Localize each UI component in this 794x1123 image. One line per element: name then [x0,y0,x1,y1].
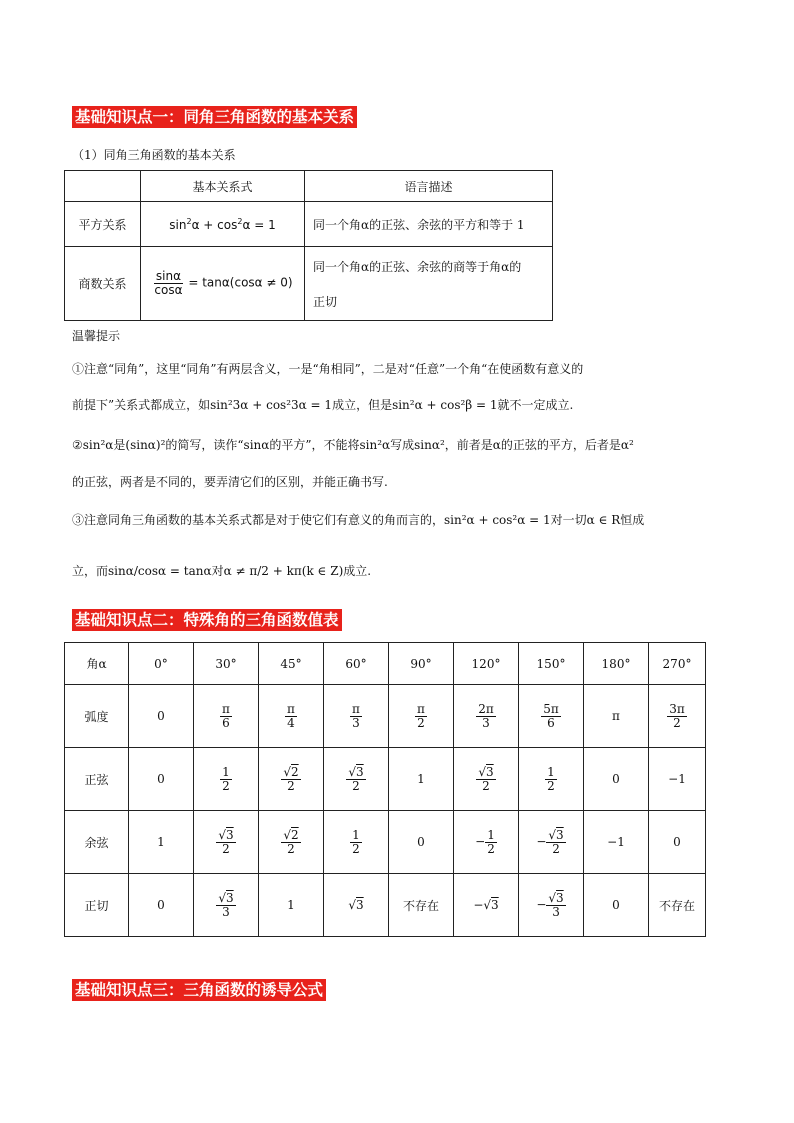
sine-value: $\frac{√2}{2}$ [259,748,324,811]
square-desc: 同一个角α的正弦、余弦的平方和等于 1 [305,202,553,247]
section2-title: 基础知识点二：特殊角的三角函数值表 [72,609,342,631]
cosine-value: $\frac{√2}{2}$ [259,811,324,874]
cosine-value: −1 [584,811,649,874]
quotient-num: sinα [155,269,182,284]
radian-value: $\frac{2\pi}{3}$ [454,685,519,748]
row-label: 正切 [65,874,129,937]
radian-value: $\frac{\pi}{6}$ [194,685,259,748]
cosine-value: 0 [649,811,706,874]
row-cosine [65,811,706,874]
header-cell: 角α [65,643,129,685]
header-cell: 45° [259,643,324,685]
header-cell: 120° [454,643,519,685]
tangent-value: − $\frac{√3}{3}$ [519,874,584,937]
tangent-value: 1 [259,874,324,937]
section1-subtitle: （1）同角三角函数的基本关系 [72,148,236,162]
table-header-desc: 语言描述 [305,171,553,202]
tangent-value: $\frac{√3}{3}$ [194,874,259,937]
cosine-value: $\frac{1}{2}$ [324,811,389,874]
row-tangent [65,874,706,937]
header-cell: 270° [649,643,706,685]
tangent-value: 0 [584,874,649,937]
tangent-value: 不存在 [389,874,454,937]
angle-header-row [65,643,706,685]
row-radian [65,685,706,748]
row-sine [65,748,706,811]
radian-value: π [584,685,649,748]
tip-3-line2: 立，而sinα/cosα = tanα对α ≠ π/2 + kπ(k ∈ Z)成立. [72,564,372,578]
sine-value: $\frac{1}{2}$ [519,748,584,811]
header-cell: 0° [129,643,194,685]
basic-relations-table [64,170,553,321]
cosine-value: $\frac{√3}{2}$ [194,811,259,874]
table-header-formula: 基本关系式 [141,171,305,202]
tip-3-line1: ③注意同角三角函数的基本关系式都是对于使它们有意义的角而言的，sin²α + cos²α = 1对一切α ∈ R恒成 [72,513,645,527]
special-angles-table [64,642,706,937]
cosine-value: − $\frac{1}{2}$ [454,811,519,874]
tangent-value: √3 [324,874,389,937]
radian-value: $\frac{5\pi}{6}$ [519,685,584,748]
quotient-den: cosα [154,283,183,297]
header-cell: 90° [389,643,454,685]
cosine-value: − $\frac{√3}{2}$ [519,811,584,874]
header-cell: 30° [194,643,259,685]
radian-value: $\frac{\pi}{3}$ [324,685,389,748]
tangent-value: 不存在 [649,874,706,937]
square-formula: $\sin^2\alpha + \cos^2\alpha = 1$ [141,202,305,247]
row-label: 正弦 [65,748,129,811]
sine-value: 1 [389,748,454,811]
row-label-square: 平方关系 [65,202,141,247]
sine-value: $\frac{1}{2}$ [194,748,259,811]
sine-value: $\frac{√3}{2}$ [454,748,519,811]
tangent-value: 0 [129,874,194,937]
radian-value: $\frac{\pi}{4}$ [259,685,324,748]
header-cell: 60° [324,643,389,685]
row-label-quotient: 商数关系 [65,247,141,321]
quotient-rest: = tanα(cosα ≠ 0) [188,276,293,290]
radian-value: 0 [129,685,194,748]
radian-value: $\frac{\pi}{2}$ [389,685,454,748]
tip-1-line1: ①注意“同角”，这里“同角”有两层含义，一是“角相同”，二是对“任意”一个角“在使函数有意义的 [72,362,584,376]
quotient-formula [141,247,305,321]
radian-value: $\frac{3\pi}{2}$ [649,685,706,748]
sine-value: $\frac{√3}{2}$ [324,748,389,811]
section1-title: 基础知识点一：同角三角函数的基本关系 [72,106,357,128]
header-cell: 150° [519,643,584,685]
tip-2-line1: ②sin²α是(sinα)²的简写，读作“sinα的平方”，不能将sin²α写成sinα²，前者是α的正弦的平方，后者是α² [72,438,634,452]
header-cell: 180° [584,643,649,685]
quotient-desc [305,247,553,321]
section3-title: 基础知识点三：三角函数的诱导公式 [72,979,326,1001]
quotient-desc-line2: 正切 [313,294,338,309]
sine-value: 0 [584,748,649,811]
table-header-empty [65,171,141,202]
cosine-value: 0 [389,811,454,874]
cosine-value: 1 [129,811,194,874]
row-label: 弧度 [65,685,129,748]
sine-value: 0 [129,748,194,811]
tangent-value: −√3 [454,874,519,937]
sine-value: −1 [649,748,706,811]
tip-title: 温馨提示 [72,329,121,343]
row-label: 余弦 [65,811,129,874]
tip-1-line2: 前提下”关系式都成立，如sin²3α + cos²3α = 1成立，但是sin²α + cos²β = 1就不一定成立. [72,398,574,412]
quotient-desc-line1: 同一个角α的正弦、余弦的商等于角α的 [313,259,522,274]
tip-2-line2: 的正弦，两者是不同的，要弄清它们的区别，并能正确书写. [72,475,388,489]
